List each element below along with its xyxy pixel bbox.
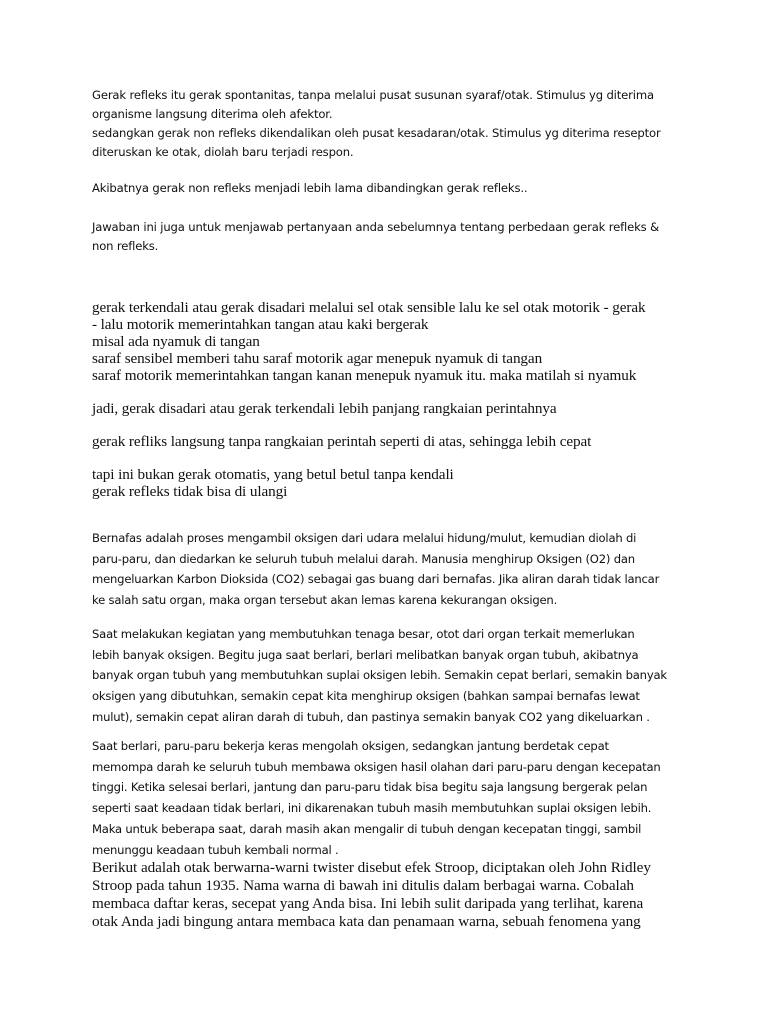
paragraph-breathing: [92, 528, 682, 611]
text-line: seperti saat keadaan tidak berlari, ini dikarenakan tubuh masih membutuhkan suplai oksigen lebih.: [92, 801, 652, 816]
text-line: sedangkan gerak non refleks dikendalikan oleh pusat kesadaran/otak. Stimulus yg diterima reseptor: [92, 126, 661, 140]
text-line: gerak terkendali atau gerak disadari melalui sel otak sensible lalu ke sel otak motorik - gerak: [92, 299, 646, 316]
text-line: mengeluarkan Karbon Dioksida (CO2) sebagai gas buang dari bernafas. Jika aliran darah tidak lancar: [92, 572, 660, 587]
text-line: misal ada nyamuk di tangan: [92, 333, 260, 350]
text-line: memompa darah ke seluruh tubuh membawa oksigen hasil olahan dari paru-paru dengan kecepatan: [92, 759, 661, 774]
paragraph-reflex-speed: [92, 433, 682, 450]
text-line: oksigen yang dibutuhkan, semakin cepat kita menghirup oksigen (bahkan sampai bernafas lewat: [92, 689, 640, 704]
text-line: tinggi. Ketika selesai berlari, jantung dan paru-paru tidak bisa begitu saja langsung bergerak pelan: [92, 780, 648, 795]
text-line: Maka untuk beberapa saat, darah masih akan mengalir di tubuh dengan kecepatan tinggi, sambil: [92, 821, 642, 836]
text-line: Akibatnya gerak non refleks menjadi lebih lama dibandingkan gerak refleks..: [92, 181, 528, 195]
text-line: Berikut adalah otak berwarna-warni twister disebut efek Stroop, diciptakan oleh John Ridley: [92, 859, 651, 876]
text-line: Bernafas adalah proses mengambil oksigen dari udara melalui hidung/mulut, kemudian diolah di: [92, 531, 637, 545]
text-line: saraf sensibel memberi tahu saraf motorik agar menepuk nyamuk di tangan: [92, 350, 543, 367]
text-line: gerak refliks langsung tanpa rangkaian perintah seperti di atas, sehingga lebih cepat: [92, 433, 592, 450]
paragraph-exercise-oxygen: [92, 624, 682, 728]
paragraph-running: [92, 736, 682, 860]
paragraph-answer-note: [92, 218, 682, 256]
text-line: ke salah satu organ, maka organ tersebut akan lemas karena kekurangan oksigen.: [92, 593, 558, 608]
paragraph-not-automatic: [92, 466, 682, 500]
paragraph-controlled-movement: [92, 299, 682, 384]
text-line: Jawaban ini juga untuk menjawab pertanyaan anda sebelumnya tentang perbedaan gerak refleks &: [92, 220, 659, 234]
paragraph-conclusion: [92, 400, 682, 417]
paragraph-reflex-definition: [92, 86, 682, 162]
paragraph-consequence: [92, 179, 682, 198]
text-line: banyak organ tubuh yang membutuhkan suplai oksigen lebih. Semakin cepat berlari, semakin banyak: [92, 668, 667, 683]
text-line: paru-paru, dan diedarkan ke seluruh tubuh melalui darah. Manusia menghirup Oksigen (O2) dan: [92, 551, 635, 566]
text-line: gerak refleks tidak bisa di ulangi: [92, 483, 288, 500]
paragraph-stroop: [92, 859, 682, 931]
text-line: otak Anda jadi bingung antara membaca kata dan penamaan warna, sebuah fenomena yang: [92, 913, 641, 930]
text-line: membaca daftar keras, secepat yang Anda bisa. Ini lebih sulit daripada yang terlihat, karena: [92, 895, 644, 912]
text-line: Gerak refleks itu gerak spontanitas, tanpa melalui pusat susunan syaraf/otak. Stimulus yg diterima: [92, 88, 654, 102]
text-line: non refleks.: [92, 239, 159, 253]
text-line: diteruskan ke otak, diolah baru terjadi respon.: [92, 145, 354, 159]
text-line: Saat berlari, paru-paru bekerja keras mengolah oksigen, sedangkan jantung berdetak cepat: [92, 739, 609, 753]
text-line: Stroop pada tahun 1935. Nama warna di bawah ini ditulis dalam berbagai warna. Cobalah: [92, 877, 634, 894]
text-line: organisme langsung diterima oleh afektor.: [92, 107, 333, 121]
text-line: saraf motorik memerintahkan tangan kanan menepuk nyamuk itu. maka matilah si nyamuk: [92, 367, 637, 384]
text-line: mulut), semakin cepat aliran darah di tubuh, dan pastinya semakin banyak CO2 yang dikeluarkan .: [92, 709, 650, 724]
text-line: tapi ini bukan gerak otomatis, yang betul betul tanpa kendali: [92, 466, 454, 483]
text-line: Saat melakukan kegiatan yang membutuhkan tenaga besar, otot dari organ terkait memerlukan: [92, 627, 635, 641]
text-line: - lalu motorik memerintahkan tangan atau kaki bergerak: [92, 316, 429, 333]
text-line: lebih banyak oksigen. Begitu juga saat berlari, berlari melibatkan banyak organ tubuh, akibatnya: [92, 647, 639, 662]
text-line: menunggu keadaan tubuh kembali normal .: [92, 842, 339, 857]
text-line: jadi, gerak disadari atau gerak terkendali lebih panjang rangkaian perintahnya: [92, 400, 557, 417]
